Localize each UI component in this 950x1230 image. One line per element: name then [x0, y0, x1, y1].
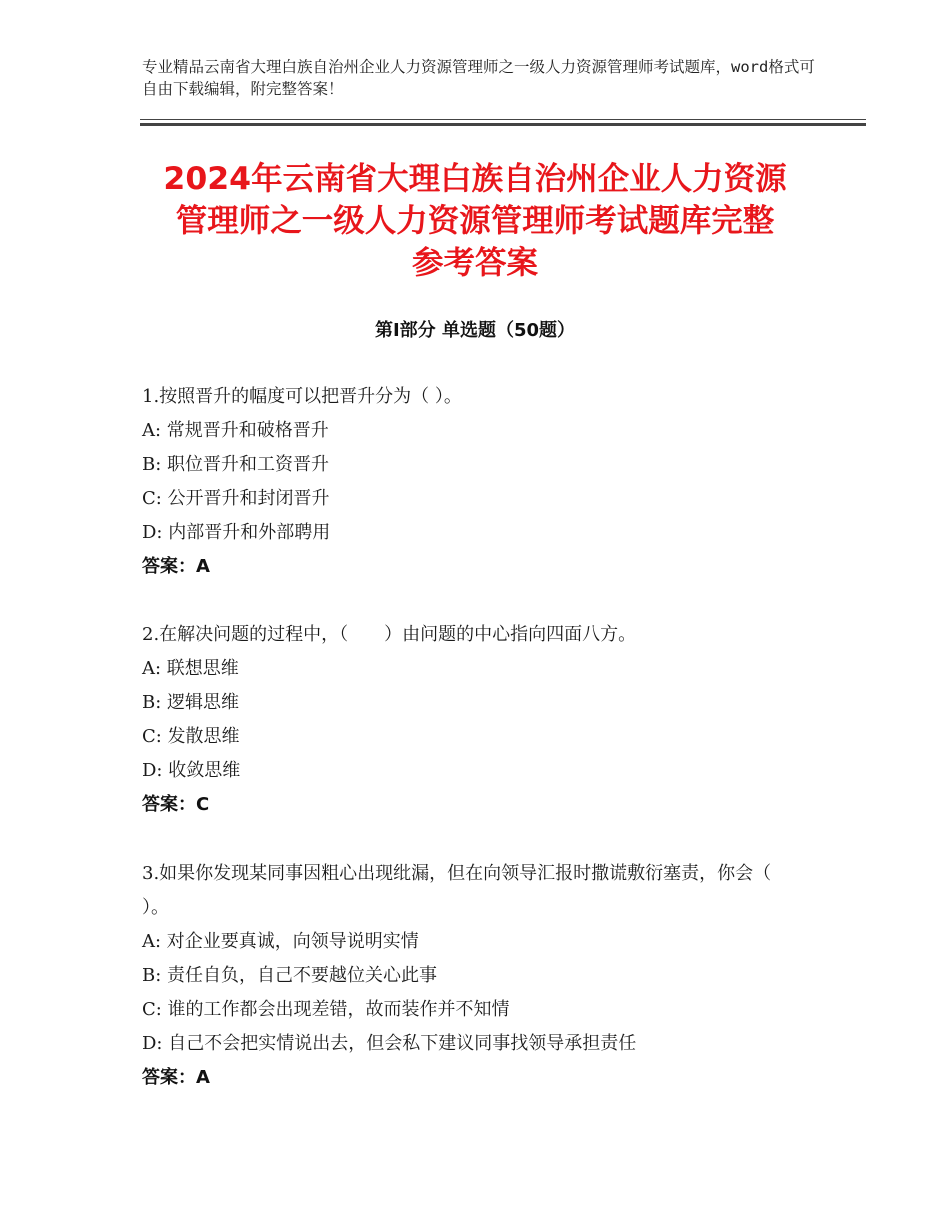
title-line-2: 管理师之一级人力资源管理师考试题库完整 [175, 203, 775, 239]
question-stem: 2.在解决问题的过程中，（ ）由问题的中心指向四面八方。 [142, 624, 637, 645]
question-stem: 3.如果你发现某同事因粗心出现纰漏，但在向领导汇报时撒谎敷衍塞责，你会（ ）。 [142, 863, 772, 918]
option-d: D: 收敛思维 [142, 760, 241, 781]
option-b: B: 责任自负，自己不要越位关心此事 [142, 965, 438, 986]
option-d: D: 自己不会把实情说出去，但会私下建议同事找领导承担责任 [142, 1033, 637, 1054]
header-divider-thin [140, 119, 866, 120]
option-c: C: 谁的工作都会出现差错，故而装作并不知情 [142, 999, 510, 1020]
option-a: A: 对企业要真诚，向领导说明实情 [142, 931, 419, 952]
option-c: C: 发散思维 [142, 726, 240, 747]
answer-line: 答案：C [142, 794, 210, 815]
question-1 [142, 380, 842, 584]
question-2 [142, 618, 842, 822]
header-note: 专业精品云南省大理白族自治州企业人力资源管理师之一级人力资源管理师考试题库，word格式可自由下载编辑，附完整答案！ [142, 58, 815, 98]
header-divider-thick [140, 123, 866, 126]
option-a: A: 联想思维 [142, 658, 239, 679]
title-line-1: 2024年云南省大理白族自治州企业人力资源 [163, 161, 787, 197]
section-heading: 第Ⅰ部分 单选题（50题） [374, 320, 575, 341]
document-title [120, 158, 830, 284]
option-b: B: 逻辑思维 [142, 692, 240, 713]
option-a: A: 常规晋升和破格晋升 [142, 420, 329, 441]
option-c: C: 公开晋升和封闭晋升 [142, 488, 330, 509]
title-line-3: 参考答案 [411, 245, 538, 281]
answer-line: 答案：A [142, 1067, 210, 1088]
question-stem: 1.按照晋升的幅度可以把晋升分为（ ）。 [142, 386, 462, 407]
question-3 [142, 857, 842, 1095]
option-b: B: 职位晋升和工资晋升 [142, 454, 330, 475]
answer-line: 答案：A [142, 556, 210, 577]
option-d: D: 内部晋升和外部聘用 [142, 522, 331, 543]
